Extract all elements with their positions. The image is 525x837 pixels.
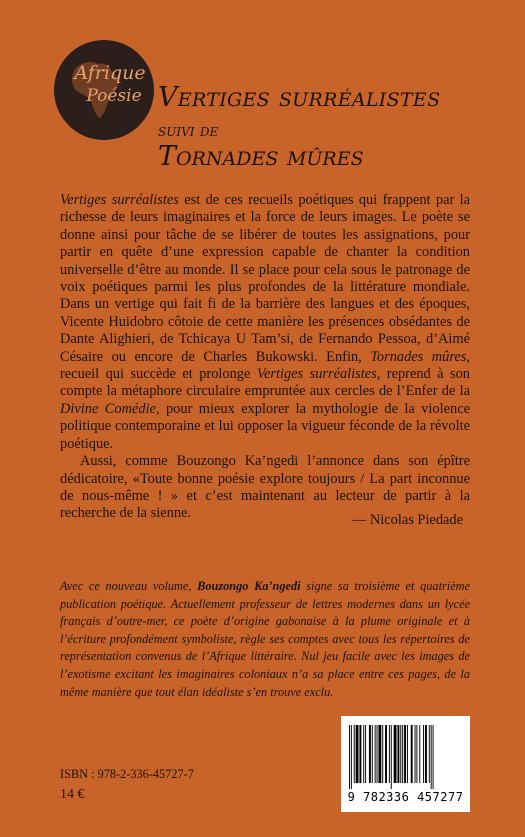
barcode-bar — [415, 725, 416, 783]
barcode-bar — [429, 725, 430, 783]
blurb-paragraph-1: Vertiges surréalistes est de ces recueils poétiques qui frappent par la richesse de leurs imaginaires et la force de leurs images. Le poète se donne ainsi pour tâche de se libérer de toutes les assignations, pour partir en quête d’une expression capable de chanter la condition universelle d’être au monde. Il se place pour cela sous le patronage de voix poétiques parmi les plus profondes de la littérature mondiale. Dans un vertige qui fait fi de la barrière des langues et des époques, Vicente Huidobro côtoie de cette manière les présences obsédantes de Dante Alighieri, de Tchicaya U Tam’si, de Fernando Pessoa, d’Aimé Césaire ou encore de Charles Bukowski. Enfin, Tornades mûres, recueil qui succède et prolonge Vertiges surréalistes, reprend à son compte la métaphore circulaire empruntée aux cercles de l’Enfer de la Divine Comédie, pour mieux explorer la mythologie de la violence politique contemporaine et lui opposer la vigueur féconde de la révolte poétique. — [60, 192, 471, 452]
barcode-bar — [433, 725, 434, 789]
price: 14 € — [60, 787, 85, 802]
barcode-bar — [389, 725, 390, 783]
barcode-bar — [423, 725, 424, 783]
book-subtitle: Tornades mûres — [158, 141, 364, 172]
blurb-paragraph-2: Aussi, comme Bouzongo Ka’ngedi l’annonce dans son épître dédicatoire, «Toute bonne poésie explore toujours / La part inconnue de nous-même ! » et c’est maintenant au lecteur de partir à la recherche de la sienne. — [60, 453, 470, 522]
logo-line2: Poésie — [86, 86, 142, 106]
afrique-poesie-logo — [54, 40, 154, 140]
barcode-bar — [378, 725, 381, 783]
author-bio: Avec ce nouveau volume, Bouzongo Ka’ngedi signe sa troisième et quatrième publication poétique. Actuellement professeur de lettres modernes dans un lycée français d’outre-mer, ce poète d’origine gabonaise à la plume originale et à l’écriture profondément symboliste, règle ses comptes avec tous les répertoires de représentation convenus de l’Afrique littéraire. Nul jeu facile avec les images de l’exotisme excitant les imaginaires coloniaux n’a sa place entre ces pages, de la même manière que tout élan idéaliste s’en trouve exclu. — [60, 579, 470, 699]
barcode-bar — [365, 725, 366, 783]
barcode-bar — [404, 725, 406, 783]
barcode-bar — [375, 725, 376, 783]
barcode-bar — [394, 725, 397, 783]
barcode-bar — [402, 725, 403, 783]
blurb-signature: — Nicolas Piedade — [351, 512, 463, 528]
barcode-bar — [359, 725, 361, 783]
barcode-bar — [377, 725, 378, 783]
barcode-bar — [354, 725, 355, 783]
book-title: Vertiges surréalistes — [158, 82, 441, 113]
barcode-bar — [351, 725, 352, 789]
barcode-bar — [425, 725, 427, 783]
barcode-bars — [347, 725, 464, 789]
barcode-bar — [411, 725, 413, 783]
barcode-bar — [363, 725, 364, 783]
title-connector: suivi de — [158, 121, 219, 141]
barcode-bar — [369, 725, 371, 783]
barcode-bar — [356, 725, 359, 783]
author-name: Bouzongo Ka’ngedi — [197, 579, 301, 593]
barcode-digits: 9 782336 457277 — [347, 790, 464, 804]
barcode-bar — [431, 725, 432, 789]
barcode-bar — [385, 725, 387, 783]
barcode-bar — [400, 725, 401, 783]
barcode-bar — [349, 725, 350, 789]
barcode-bar — [382, 725, 383, 783]
barcode-bar — [391, 725, 392, 789]
barcode-bar — [416, 725, 417, 783]
barcode — [341, 716, 470, 812]
barcode-bar — [407, 725, 408, 783]
barcode-bar — [372, 725, 373, 783]
isbn: ISBN : 978-2-336-45727-7 — [60, 767, 194, 781]
logo-line1: Afrique — [74, 62, 146, 84]
barcode-bar — [397, 725, 399, 783]
back-cover-blurb — [60, 192, 470, 523]
barcode-bar — [419, 725, 420, 783]
